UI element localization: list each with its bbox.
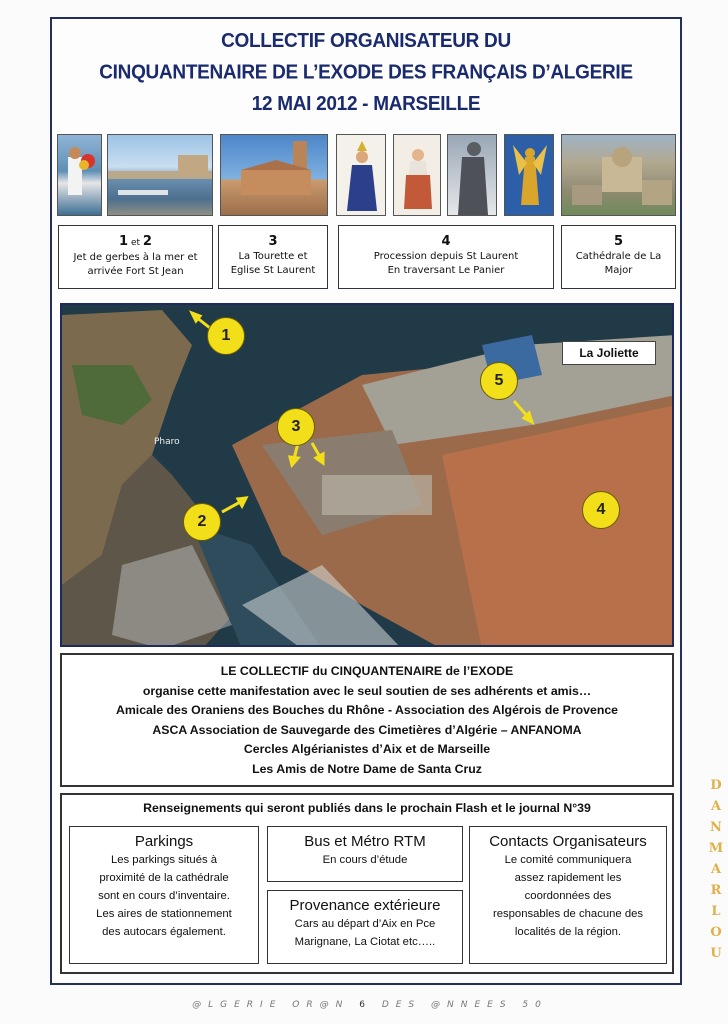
info-box bbox=[60, 793, 674, 974]
caption-3 bbox=[218, 225, 328, 289]
map-label-joliette: La Joliette bbox=[562, 341, 656, 365]
footer-left: @LGERIE OR@N bbox=[192, 1000, 350, 1010]
signature-letter: A bbox=[710, 799, 722, 814]
caption-1-2 bbox=[58, 225, 213, 289]
title-line-1: COLLECTIF ORGANISATEUR DU bbox=[221, 29, 511, 52]
signature-letter: L bbox=[711, 904, 721, 919]
signature-letter: R bbox=[710, 883, 722, 898]
parkings-line-4: Les aires de stationnement bbox=[96, 908, 232, 920]
caption-1-connector: et bbox=[128, 238, 143, 248]
contacts-box bbox=[469, 826, 667, 964]
photo-statue bbox=[447, 134, 497, 216]
signature-letter: A bbox=[710, 862, 722, 877]
caption-4 bbox=[338, 225, 554, 289]
signature-letter: M bbox=[708, 841, 724, 856]
map-marker-4: 4 bbox=[582, 491, 620, 529]
caption-2-number: 2 bbox=[142, 234, 152, 249]
bus-line-1: En cours d’étude bbox=[322, 854, 408, 866]
signature bbox=[706, 775, 726, 964]
bus-box bbox=[267, 826, 463, 882]
photo-saint-eveque bbox=[336, 134, 386, 216]
map-marker-1: 1 bbox=[207, 317, 245, 355]
photo-vierge bbox=[393, 134, 441, 216]
provenance-line-2: Marignane, La Ciotat etc….. bbox=[294, 936, 436, 948]
signature-letter: U bbox=[710, 946, 722, 961]
caption-1-text2: arrivée Fort St Jean bbox=[87, 266, 184, 277]
page-footer bbox=[120, 1000, 620, 1010]
signature-letter: N bbox=[710, 820, 722, 835]
contacts-line-4: responsables de chacune des bbox=[492, 908, 644, 920]
caption-3-number: 3 bbox=[268, 234, 278, 249]
page-number: 6 bbox=[359, 1000, 372, 1010]
map-label-pharo: Pharo bbox=[154, 437, 180, 447]
contacts-line-3: coordonnées des bbox=[524, 890, 612, 902]
caption-3-text1: La Tourette et bbox=[238, 251, 308, 262]
collectif-line-1: LE COLLECTIF du CINQUANTENAIRE de l’EXODE bbox=[220, 664, 514, 678]
photo-ange-dore bbox=[504, 134, 554, 216]
contacts-line-1: Le comité communiquera bbox=[504, 854, 632, 866]
bus-heading: Bus et Métro RTM bbox=[304, 833, 426, 850]
caption-1-number: 1 bbox=[119, 234, 129, 249]
caption-4-text1: Procession depuis St Laurent bbox=[373, 251, 519, 262]
collectif-line-5: Cercles Algérianistes d’Aix et de Marseille bbox=[243, 742, 491, 756]
map-marker-5: 5 bbox=[480, 362, 518, 400]
contacts-line-5: localités de la région. bbox=[514, 926, 622, 938]
caption-5-text1: Cathédrale de La bbox=[575, 251, 662, 262]
map-marker-2: 2 bbox=[183, 503, 221, 541]
parkings-box bbox=[69, 826, 259, 964]
title-line-3: 12 MAI 2012 - MARSEILLE bbox=[251, 92, 481, 115]
caption-1-text1: Jet de gerbes à la mer et bbox=[73, 252, 198, 263]
caption-3-text2: Eglise St Laurent bbox=[230, 265, 316, 276]
photo-cathedrale-major bbox=[561, 134, 676, 216]
photo-vieux-port bbox=[107, 134, 213, 216]
signature-letter: D bbox=[710, 778, 722, 793]
info-title: Renseignements qui seront publiés dans le prochain Flash et le journal N°39 bbox=[143, 801, 591, 815]
caption-5-text2: Major bbox=[604, 265, 633, 276]
map-marker-3: 3 bbox=[277, 408, 315, 446]
parkings-line-2: proximité de la cathédrale bbox=[99, 872, 229, 884]
collectif-line-4: ASCA Association de Sauvegarde des Cimetières d’Algérie – ANFANOMA bbox=[152, 722, 582, 737]
parkings-line-3: sont en cours d’inventaire. bbox=[98, 890, 230, 902]
photo-eglise-st-laurent bbox=[220, 134, 328, 216]
collectif-line-6: Les Amis de Notre Dame de Santa Cruz bbox=[252, 761, 482, 776]
parkings-line-5: des autocars également. bbox=[102, 926, 226, 938]
caption-5-number: 5 bbox=[613, 234, 624, 249]
collectif-line-2: organise cette manifestation avec le seul soutien de ses adhérents et amis… bbox=[142, 683, 592, 698]
parkings-line-1: Les parkings situés à bbox=[110, 854, 218, 866]
collectif-box bbox=[60, 653, 674, 787]
caption-5 bbox=[561, 225, 676, 289]
footer-right: DES @NNEES 50 bbox=[381, 1000, 548, 1010]
parkings-heading: Parkings bbox=[134, 833, 194, 850]
signature-letter: O bbox=[710, 925, 722, 940]
photo-gerbes bbox=[57, 134, 102, 216]
caption-4-text2: En traversant Le Panier bbox=[387, 265, 505, 276]
signature-letters bbox=[706, 775, 726, 964]
collectif-line-3: Amicale des Oraniens des Bouches du Rhône - Association des Algérois de Provence bbox=[115, 703, 619, 717]
page-title bbox=[52, 26, 680, 121]
caption-4-number: 4 bbox=[441, 234, 451, 249]
provenance-box bbox=[267, 890, 463, 964]
contacts-heading: Contacts Organisateurs bbox=[489, 833, 647, 850]
contacts-line-2: assez rapidement les bbox=[514, 872, 622, 884]
provenance-heading: Provenance extérieure bbox=[289, 897, 441, 914]
title-line-2: CINQUANTENAIRE DE L’EXODE DES FRANÇAIS D’ALGERIE bbox=[99, 61, 633, 84]
provenance-line-1: Cars au départ d’Aix en Pce bbox=[294, 918, 436, 930]
